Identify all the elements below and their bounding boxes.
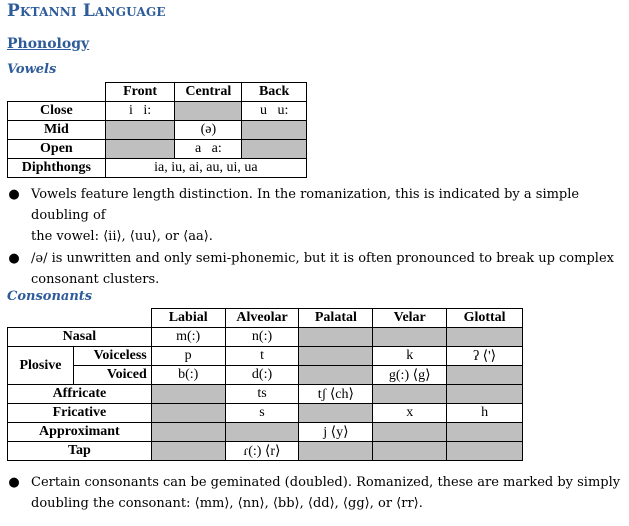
- table-row: [8, 328, 523, 347]
- table-row: [8, 404, 523, 423]
- list-item: ● Vowels feature length distinction. In the romanization, this is indicated by a simple doubling of the vowel: ⟨ii⟩, ⟨uu⟩, or ⟨aa⟩.: [7, 184, 625, 247]
- table-cell: a a:: [175, 140, 242, 159]
- table-cell: [299, 366, 373, 385]
- table-cell: t: [225, 347, 299, 366]
- table-row: [8, 423, 523, 442]
- table-cell: [373, 442, 447, 461]
- table-cell: [299, 347, 373, 366]
- table-row: [8, 140, 307, 159]
- page-title: Pktanni Language: [7, 1, 166, 21]
- table-cell: (ə): [175, 121, 242, 140]
- column-header-front: Front: [105, 83, 175, 102]
- bullet-icon: ●: [8, 475, 20, 490]
- row-header-approximant: Approximant: [8, 423, 152, 442]
- table-cell: [242, 121, 307, 140]
- table-row: [8, 102, 307, 121]
- vowels-heading: Vowels: [7, 62, 57, 77]
- table-cell: n(:): [225, 328, 299, 347]
- table-cell: [299, 442, 373, 461]
- table-cell: i i:: [105, 102, 175, 121]
- bullet-icon: ●: [8, 251, 20, 266]
- diphthongs-cell: ia, iu, ai, au, ui, ua: [105, 159, 306, 178]
- table-cell: [225, 423, 299, 442]
- list-item: ● /ə/ is unwritten and only semi-phonemic, but it is often pronounced to break up complex consonant clusters.: [7, 248, 625, 290]
- consonant-table: [7, 308, 523, 461]
- table-cell: [175, 102, 242, 121]
- phonology-heading: Phonology: [7, 36, 90, 52]
- consonant-notes-list: [7, 472, 625, 514]
- row-header-voiced: Voiced: [73, 366, 151, 385]
- table-row: [8, 442, 523, 461]
- row-header-open: Open: [8, 140, 106, 159]
- table-cell: [299, 328, 373, 347]
- table-cell: m(:): [151, 328, 225, 347]
- table-row: [8, 83, 307, 102]
- table-cell: d(:): [225, 366, 299, 385]
- table-row: [8, 385, 523, 404]
- table-cell: b(:): [151, 366, 225, 385]
- table-cell: [299, 404, 373, 423]
- table-cell: [242, 140, 307, 159]
- column-header-velar: Velar: [373, 309, 447, 328]
- table-cell: tʃ ⟨ch⟩: [299, 385, 373, 404]
- table-row: [8, 309, 523, 328]
- table-cell: [373, 385, 447, 404]
- table-row: [8, 121, 307, 140]
- table-cell: [447, 423, 523, 442]
- column-header-back: Back: [242, 83, 307, 102]
- column-header-glottal: Glottal: [447, 309, 523, 328]
- table-cell: [373, 328, 447, 347]
- table-corner-cell: [8, 309, 152, 328]
- table-cell: [151, 423, 225, 442]
- table-cell: p: [151, 347, 225, 366]
- row-header-fricative: Fricative: [8, 404, 152, 423]
- table-cell: [447, 366, 523, 385]
- table-cell: s: [225, 404, 299, 423]
- column-header-palatal: Palatal: [299, 309, 373, 328]
- table-row: [8, 347, 523, 366]
- row-header-nasal: Nasal: [8, 328, 152, 347]
- row-header-affricate: Affricate: [8, 385, 152, 404]
- table-cell: ʔ ⟨'⟩: [447, 347, 523, 366]
- column-header-alveolar: Alveolar: [225, 309, 299, 328]
- table-cell: [447, 442, 523, 461]
- table-cell: ts: [225, 385, 299, 404]
- column-header-central: Central: [175, 83, 242, 102]
- table-cell: [151, 385, 225, 404]
- row-header-voiceless: Voiceless: [73, 347, 151, 366]
- table-corner-cell: [8, 83, 106, 102]
- row-header-diphthongs: Diphthongs: [8, 159, 106, 178]
- table-cell: g(:) ⟨g⟩: [373, 366, 447, 385]
- table-cell: u u:: [242, 102, 307, 121]
- table-cell: x: [373, 404, 447, 423]
- table-cell: [447, 328, 523, 347]
- table-cell: j ⟨y⟩: [299, 423, 373, 442]
- table-cell: k: [373, 347, 447, 366]
- row-header-tap: Tap: [8, 442, 152, 461]
- table-cell: [105, 121, 175, 140]
- table-cell: [105, 140, 175, 159]
- table-cell: [151, 442, 225, 461]
- list-item: ● Certain consonants can be geminated (doubled). Romanized, these are marked by simply doubling the consonant: ⟨mm⟩, ⟨nn⟩, ⟨bb⟩, ⟨dd⟩, ⟨gg⟩, or ⟨rr⟩.: [7, 472, 625, 514]
- column-header-labial: Labial: [151, 309, 225, 328]
- consonants-heading: Consonants: [7, 289, 93, 304]
- table-cell: [151, 404, 225, 423]
- bullet-icon: ●: [8, 187, 20, 202]
- row-header-plosive: Plosive: [8, 347, 74, 385]
- table-row: [8, 159, 307, 178]
- table-row: [8, 366, 523, 385]
- vowel-table: [7, 82, 307, 178]
- table-cell: [373, 423, 447, 442]
- table-cell: h: [447, 404, 523, 423]
- vowel-notes-list: [7, 184, 625, 290]
- table-cell: [447, 385, 523, 404]
- row-header-mid: Mid: [8, 121, 106, 140]
- table-cell: ɾ(:) ⟨r⟩: [225, 442, 299, 461]
- row-header-close: Close: [8, 102, 106, 121]
